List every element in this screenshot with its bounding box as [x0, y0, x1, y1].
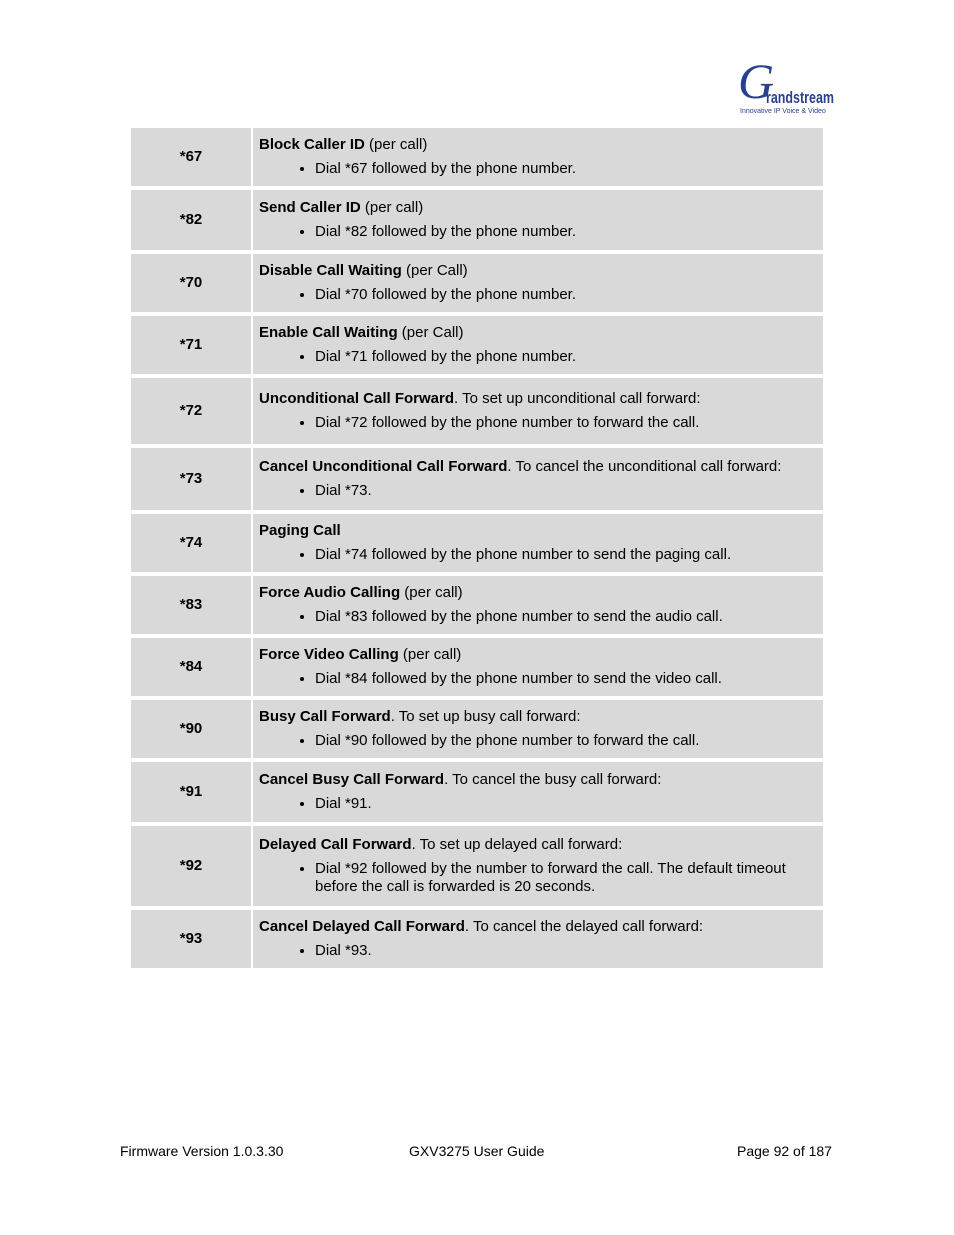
- feature-note: . To set up unconditional call forward:: [454, 389, 701, 407]
- instruction-list: [259, 942, 813, 960]
- instruction-item: • Dial *90 followed by the phone number to forward the call.: [315, 732, 813, 750]
- table-row: [131, 378, 823, 444]
- instruction-item: • Dial *74 followed by the phone number to send the paging call.: [315, 546, 813, 564]
- feature-name: Busy Call Forward: [259, 707, 391, 725]
- instruction-item: • Dial *72 followed by the phone number to forward the call.: [315, 414, 813, 432]
- instruction-list: [259, 860, 813, 896]
- instruction-list: [259, 348, 813, 366]
- instruction-list: [259, 160, 813, 178]
- feature-title-line: [259, 646, 813, 664]
- feature-name: Force Video Calling: [259, 645, 399, 663]
- feature-code-table: [129, 124, 825, 972]
- feature-code: *92: [131, 826, 251, 906]
- feature-note: (per call): [398, 645, 462, 663]
- feature-name: Unconditional Call Forward: [259, 389, 455, 407]
- feature-name: Cancel Unconditional Call Forward: [259, 457, 508, 475]
- instruction-item: • Dial *92 followed by the number to forward the call. The default timeout before the call is forwarded is 20 seconds.: [315, 860, 813, 896]
- feature-code: *74: [131, 514, 251, 572]
- feature-description: [253, 190, 823, 250]
- feature-note: . To cancel the unconditional call forward:: [507, 457, 782, 475]
- feature-note: (per Call): [401, 261, 468, 279]
- feature-name: Force Audio Calling: [259, 583, 401, 601]
- feature-description: [253, 316, 823, 374]
- instruction-item: • Dial *83 followed by the phone number to send the audio call.: [315, 608, 813, 626]
- feature-name: Paging Call: [259, 521, 341, 539]
- feature-description: [253, 514, 823, 572]
- instruction-list: [259, 286, 813, 304]
- feature-description: [253, 448, 823, 510]
- feature-description: [253, 576, 823, 634]
- feature-code: *93: [131, 910, 251, 968]
- instruction-item: • Dial *71 followed by the phone number.: [315, 348, 813, 366]
- table-row: [131, 190, 823, 250]
- feature-title-line: [259, 918, 813, 936]
- feature-note: . To cancel the delayed call forward:: [464, 917, 704, 935]
- feature-code: *70: [131, 254, 251, 312]
- table-row: [131, 316, 823, 374]
- feature-name: Delayed Call Forward: [259, 835, 412, 853]
- feature-name: Send Caller ID: [259, 198, 361, 216]
- feature-description: [253, 700, 823, 758]
- logo-wordmark: randstream: [766, 88, 834, 107]
- footer-firmware-version: Firmware Version 1.0.3.30: [120, 1143, 284, 1159]
- table-row: [131, 128, 823, 186]
- feature-code: *90: [131, 700, 251, 758]
- instruction-item: • Dial *84 followed by the phone number to send the video call.: [315, 670, 813, 688]
- feature-note: (per Call): [397, 323, 464, 341]
- table-row: [131, 762, 823, 822]
- instruction-item: • Dial *73.: [315, 482, 813, 500]
- feature-title-line: [259, 324, 813, 342]
- feature-note: . To set up busy call forward:: [390, 707, 581, 725]
- feature-code: *72: [131, 378, 251, 444]
- feature-title-line: [259, 771, 813, 789]
- feature-name: Cancel Delayed Call Forward: [259, 917, 465, 935]
- feature-note: (per call): [400, 583, 463, 601]
- instruction-list: [259, 482, 813, 500]
- feature-description: [253, 254, 823, 312]
- feature-note: . To cancel the busy call forward:: [444, 770, 662, 788]
- instruction-item: • Dial *93.: [315, 942, 813, 960]
- logo-tagline: Innovative IP Voice & Video: [740, 108, 826, 115]
- feature-note: (per call): [360, 198, 424, 216]
- feature-description: [253, 910, 823, 968]
- feature-code: *91: [131, 762, 251, 822]
- instruction-list: [259, 223, 813, 241]
- feature-title-line: [259, 390, 813, 408]
- table-row: [131, 638, 823, 696]
- logo-letter: G: [738, 53, 775, 109]
- feature-title-line: [259, 708, 813, 726]
- instruction-list: [259, 732, 813, 750]
- feature-title-line: [259, 836, 813, 854]
- feature-name: Enable Call Waiting: [259, 323, 398, 341]
- instruction-item: • Dial *67 followed by the phone number.: [315, 160, 813, 178]
- instruction-list: [259, 670, 813, 688]
- feature-code: *82: [131, 190, 251, 250]
- feature-code: *84: [131, 638, 251, 696]
- feature-description: [253, 378, 823, 444]
- table-row: [131, 576, 823, 634]
- feature-code: *67: [131, 128, 251, 186]
- feature-code: *71: [131, 316, 251, 374]
- table-row: [131, 254, 823, 312]
- feature-title-line: [259, 136, 813, 154]
- instruction-list: [259, 795, 813, 813]
- feature-title-line: [259, 458, 813, 476]
- instruction-item: • Dial *82 followed by the phone number.: [315, 223, 813, 241]
- instruction-item: • Dial *91.: [315, 795, 813, 813]
- feature-title-line: [259, 262, 813, 280]
- table-row: [131, 700, 823, 758]
- instruction-list: [259, 546, 813, 564]
- feature-description: [253, 128, 823, 186]
- table-row: [131, 448, 823, 510]
- instruction-item: • Dial *70 followed by the phone number.: [315, 286, 813, 304]
- feature-name: Cancel Busy Call Forward: [259, 770, 445, 788]
- footer-page-number: Page 92 of 187: [737, 1143, 832, 1159]
- feature-description: [253, 826, 823, 906]
- feature-title-line: [259, 199, 813, 217]
- feature-code: *83: [131, 576, 251, 634]
- feature-code: *73: [131, 448, 251, 510]
- feature-description: [253, 638, 823, 696]
- feature-title-line: [259, 522, 813, 540]
- table-row: [131, 514, 823, 572]
- table-row: [131, 910, 823, 968]
- feature-note: . To set up delayed call forward:: [411, 835, 623, 853]
- instruction-list: [259, 608, 813, 626]
- feature-title-line: [259, 584, 813, 602]
- instruction-list: [259, 414, 813, 432]
- feature-note: (per call): [364, 135, 428, 153]
- footer-guide-title: GXV3275 User Guide: [409, 1143, 545, 1159]
- feature-description: [253, 762, 823, 822]
- feature-name: Disable Call Waiting: [259, 261, 402, 279]
- grandstream-logo: [736, 53, 836, 118]
- feature-name: Block Caller ID: [259, 135, 365, 153]
- table-row: [131, 826, 823, 906]
